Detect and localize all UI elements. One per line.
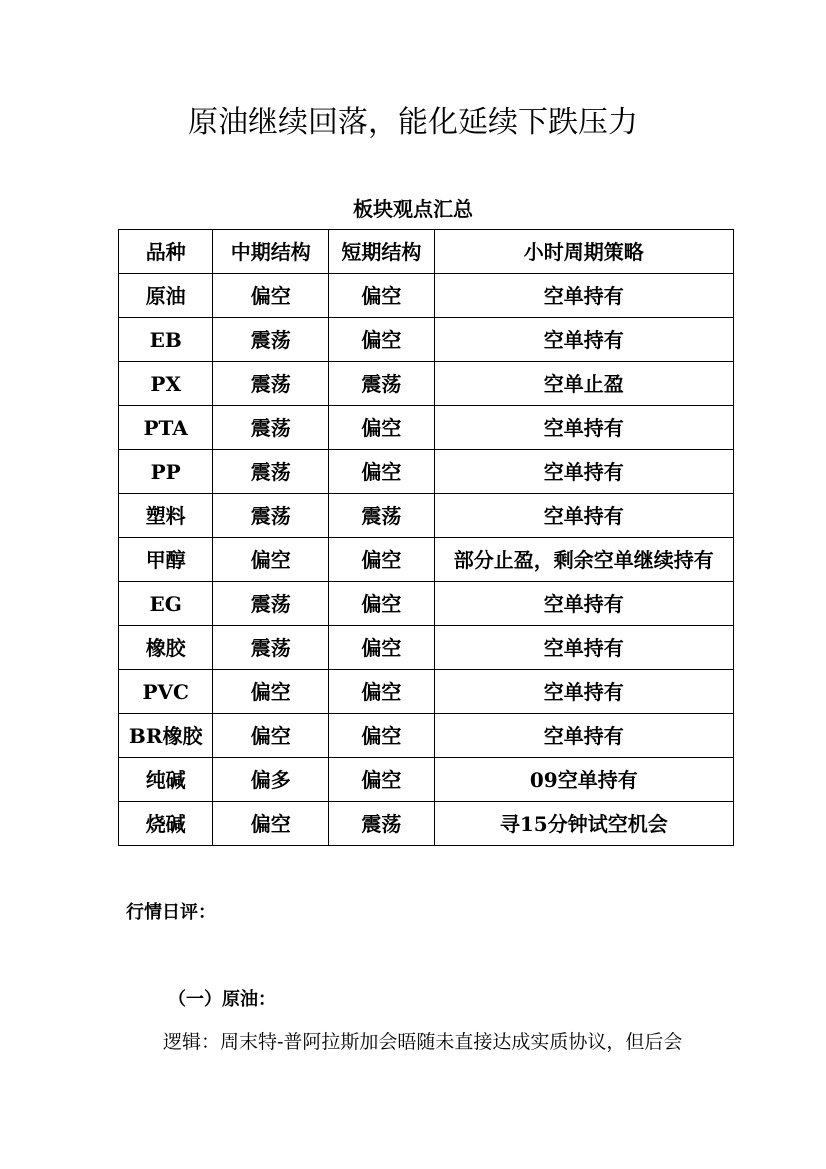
document-title: 原油继续回落，能化延续下跌压力 [188, 105, 638, 140]
table-row [119, 670, 734, 714]
cell-hourly-strategy: 空单持有 [434, 406, 733, 450]
cell-mid-term: 偏空 [213, 538, 329, 582]
cell-short-term: 偏空 [329, 538, 435, 582]
table-row [119, 714, 734, 758]
cell-hourly-strategy: 空单持有 [434, 626, 733, 670]
table-row [119, 758, 734, 802]
cell-hourly-strategy: 寻15分钟试空机会 [434, 802, 733, 846]
cell-hourly-strategy: 空单持有 [434, 714, 733, 758]
cell-mid-term: 震荡 [213, 450, 329, 494]
cell-short-term: 偏空 [329, 758, 435, 802]
cell-hourly-strategy: 空单持有 [434, 494, 733, 538]
cell-hourly-strategy: 09空单持有 [434, 758, 733, 802]
cell-variety: 塑料 [119, 494, 213, 538]
cell-variety: 烧碱 [119, 802, 213, 846]
cell-short-term: 偏空 [329, 714, 435, 758]
cell-short-term: 震荡 [329, 494, 435, 538]
cell-variety: EG [119, 582, 213, 626]
cell-mid-term: 震荡 [213, 318, 329, 362]
table-row [119, 538, 734, 582]
cell-short-term: 偏空 [329, 450, 435, 494]
cell-variety: 橡胶 [119, 626, 213, 670]
crude-oil-logic-text: 逻辑：周末特-普阿拉斯加会晤随未直接达成实质协议，但后会 [163, 1031, 683, 1053]
cell-hourly-strategy: 空单持有 [434, 274, 733, 318]
table-row [119, 406, 734, 450]
cell-short-term: 震荡 [329, 362, 435, 406]
cell-short-term: 偏空 [329, 274, 435, 318]
table-caption: 板块观点汇总 [353, 197, 473, 221]
table-header-row [119, 230, 734, 274]
table-row [119, 450, 734, 494]
cell-hourly-strategy: 空单持有 [434, 450, 733, 494]
table-row [119, 494, 734, 538]
cell-variety: PX [119, 362, 213, 406]
cell-variety: PP [119, 450, 213, 494]
cell-short-term: 偏空 [329, 670, 435, 714]
cell-variety: EB [119, 318, 213, 362]
cell-hourly-strategy: 空单持有 [434, 582, 733, 626]
cell-hourly-strategy: 部分止盈，剩余空单继续持有 [434, 538, 733, 582]
table-row [119, 582, 734, 626]
header-mid-term-structure: 中期结构 [213, 230, 329, 274]
header-short-term-structure: 短期结构 [329, 230, 435, 274]
table-row [119, 802, 734, 846]
cell-mid-term: 偏空 [213, 274, 329, 318]
cell-mid-term: 震荡 [213, 362, 329, 406]
cell-short-term: 偏空 [329, 406, 435, 450]
cell-variety: 原油 [119, 274, 213, 318]
cell-hourly-strategy: 空单持有 [434, 670, 733, 714]
cell-short-term: 偏空 [329, 318, 435, 362]
cell-mid-term: 震荡 [213, 494, 329, 538]
crude-oil-heading: （一）原油： [168, 989, 276, 1010]
cell-variety: BR橡胶 [119, 714, 213, 758]
sector-summary-table [118, 229, 734, 846]
cell-variety: PVC [119, 670, 213, 714]
cell-short-term: 偏空 [329, 582, 435, 626]
cell-mid-term: 震荡 [213, 626, 329, 670]
market-commentary-label: 行情日评： [126, 902, 216, 923]
cell-variety: 纯碱 [119, 758, 213, 802]
cell-variety: PTA [119, 406, 213, 450]
table-row [119, 318, 734, 362]
cell-variety: 甲醇 [119, 538, 213, 582]
table-row [119, 274, 734, 318]
cell-mid-term: 偏空 [213, 802, 329, 846]
table-row [119, 626, 734, 670]
cell-short-term: 震荡 [329, 802, 435, 846]
cell-mid-term: 偏多 [213, 758, 329, 802]
cell-mid-term: 偏空 [213, 714, 329, 758]
cell-hourly-strategy: 空单持有 [434, 318, 733, 362]
cell-mid-term: 震荡 [213, 406, 329, 450]
header-hourly-strategy: 小时周期策略 [434, 230, 733, 274]
cell-hourly-strategy: 空单止盈 [434, 362, 733, 406]
header-variety: 品种 [119, 230, 213, 274]
cell-mid-term: 震荡 [213, 582, 329, 626]
cell-mid-term: 偏空 [213, 670, 329, 714]
table-row [119, 362, 734, 406]
cell-short-term: 偏空 [329, 626, 435, 670]
